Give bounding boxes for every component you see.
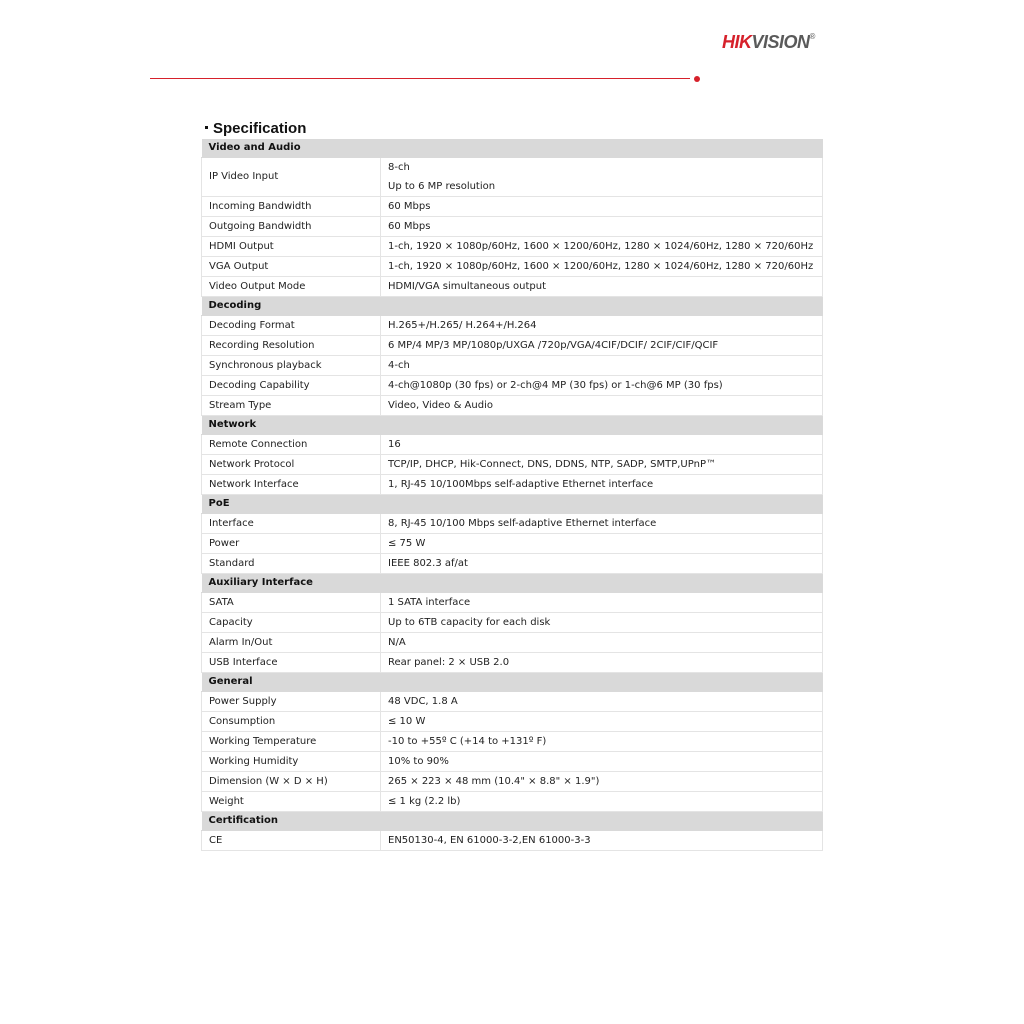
spec-value bbox=[381, 831, 823, 851]
spec-row bbox=[202, 593, 823, 613]
spec-row bbox=[202, 435, 823, 455]
hikvision-logo bbox=[722, 32, 815, 53]
spec-row bbox=[202, 455, 823, 475]
spec-value bbox=[381, 613, 823, 633]
section-header bbox=[202, 495, 823, 514]
spec-value bbox=[381, 712, 823, 732]
spec-row bbox=[202, 712, 823, 732]
spec-value bbox=[381, 336, 823, 356]
spec-value bbox=[381, 277, 823, 297]
spec-value bbox=[381, 792, 823, 812]
spec-value-line: Video, Video & Audio bbox=[388, 400, 493, 411]
spec-label: IP Video Input bbox=[202, 158, 381, 197]
spec-row bbox=[202, 831, 823, 851]
spec-label: Incoming Bandwidth bbox=[202, 197, 381, 217]
spec-value-line: 8, RJ-45 10/100 Mbps self-adaptive Ethernet interface bbox=[388, 518, 657, 529]
spec-value bbox=[381, 158, 823, 197]
spec-row bbox=[202, 237, 823, 257]
spec-row bbox=[202, 792, 823, 812]
spec-value-line: ≤ 10 W bbox=[388, 716, 426, 727]
section-title: Decoding bbox=[202, 297, 823, 316]
logo-hik-text: HIK bbox=[722, 32, 752, 52]
spec-value-line: 1-ch, 1920 × 1080p/60Hz, 1600 × 1200/60Hz, 1280 × 1024/60Hz, 1280 × 720/60Hz bbox=[388, 241, 814, 252]
spec-value bbox=[381, 692, 823, 712]
title-bullet-icon bbox=[205, 126, 208, 129]
spec-value-line: HDMI/VGA simultaneous output bbox=[388, 281, 546, 292]
spec-label: Power bbox=[202, 534, 381, 554]
spec-value bbox=[381, 257, 823, 277]
header-divider bbox=[150, 78, 690, 79]
spec-label: Dimension (W × D × H) bbox=[202, 772, 381, 792]
spec-row bbox=[202, 613, 823, 633]
spec-row bbox=[202, 316, 823, 336]
spec-value-line: 1 SATA interface bbox=[388, 597, 471, 608]
spec-value bbox=[381, 217, 823, 237]
spec-value-line: IEEE 802.3 af/at bbox=[388, 558, 468, 569]
spec-label: Interface bbox=[202, 514, 381, 534]
section-header bbox=[202, 297, 823, 316]
spec-row bbox=[202, 376, 823, 396]
spec-label: Capacity bbox=[202, 613, 381, 633]
spec-label: Decoding Capability bbox=[202, 376, 381, 396]
spec-row bbox=[202, 732, 823, 752]
section-title: Video and Audio bbox=[202, 139, 823, 158]
logo-registered-mark: ® bbox=[809, 32, 815, 41]
spec-value bbox=[381, 633, 823, 653]
spec-label: Outgoing Bandwidth bbox=[202, 217, 381, 237]
logo-vision-text: VISION bbox=[751, 32, 810, 52]
spec-value bbox=[381, 197, 823, 217]
spec-row bbox=[202, 514, 823, 534]
spec-label: Alarm In/Out bbox=[202, 633, 381, 653]
spec-label: Working Humidity bbox=[202, 752, 381, 772]
spec-label: Recording Resolution bbox=[202, 336, 381, 356]
spec-value-line: H.265+/H.265/ H.264+/H.264 bbox=[388, 320, 537, 331]
spec-value-line: 6 MP/4 MP/3 MP/1080p/UXGA /720p/VGA/4CIF/DCIF/ 2CIF/CIF/QCIF bbox=[388, 340, 719, 351]
spec-value bbox=[381, 356, 823, 376]
header-divider-dot bbox=[694, 76, 700, 82]
section-header bbox=[202, 416, 823, 435]
spec-value-line: 4-ch bbox=[388, 360, 410, 371]
spec-row bbox=[202, 217, 823, 237]
spec-value-line: Rear panel: 2 × USB 2.0 bbox=[388, 657, 510, 668]
spec-value-line: 8-ch bbox=[388, 162, 410, 173]
spec-value-line: 265 × 223 × 48 mm (10.4" × 8.8" × 1.9") bbox=[388, 776, 600, 787]
spec-label: CE bbox=[202, 831, 381, 851]
spec-label: HDMI Output bbox=[202, 237, 381, 257]
page-title-text: Specification bbox=[213, 120, 307, 137]
spec-value bbox=[381, 514, 823, 534]
spec-label: Stream Type bbox=[202, 396, 381, 416]
spec-value-line: 1, RJ-45 10/100Mbps self-adaptive Ethernet interface bbox=[388, 479, 654, 490]
spec-value-line: 1-ch, 1920 × 1080p/60Hz, 1600 × 1200/60Hz, 1280 × 1024/60Hz, 1280 × 720/60Hz bbox=[388, 261, 814, 272]
section-title: Certification bbox=[202, 812, 823, 831]
spec-value bbox=[381, 396, 823, 416]
spec-value bbox=[381, 653, 823, 673]
spec-row bbox=[202, 554, 823, 574]
spec-value bbox=[381, 534, 823, 554]
spec-row bbox=[202, 257, 823, 277]
section-title: Auxiliary Interface bbox=[202, 574, 823, 593]
spec-row bbox=[202, 356, 823, 376]
spec-value bbox=[381, 772, 823, 792]
spec-value-line: EN50130-4, EN 61000-3-2,EN 61000-3-3 bbox=[388, 835, 591, 846]
spec-value-line: ≤ 75 W bbox=[388, 538, 426, 549]
spec-value-line: 10% to 90% bbox=[388, 756, 449, 767]
section-title: General bbox=[202, 673, 823, 692]
spec-label: Decoding Format bbox=[202, 316, 381, 336]
page-title bbox=[205, 120, 306, 137]
spec-value bbox=[381, 237, 823, 257]
spec-value-line: 60 Mbps bbox=[388, 201, 431, 212]
spec-table bbox=[201, 139, 823, 851]
spec-value bbox=[381, 593, 823, 613]
spec-row bbox=[202, 158, 823, 197]
spec-value bbox=[381, 455, 823, 475]
spec-label: USB Interface bbox=[202, 653, 381, 673]
spec-label: Standard bbox=[202, 554, 381, 574]
spec-row bbox=[202, 692, 823, 712]
spec-row bbox=[202, 396, 823, 416]
spec-value-line: Up to 6TB capacity for each disk bbox=[388, 617, 551, 628]
section-title: PoE bbox=[202, 495, 823, 514]
section-title: Network bbox=[202, 416, 823, 435]
spec-label: Synchronous playback bbox=[202, 356, 381, 376]
spec-value-line: TCP/IP, DHCP, Hik-Connect, DNS, DDNS, NTP, SADP, SMTP,UPnP™ bbox=[388, 459, 716, 470]
spec-label: Remote Connection bbox=[202, 435, 381, 455]
spec-row bbox=[202, 197, 823, 217]
spec-row bbox=[202, 534, 823, 554]
spec-value bbox=[381, 475, 823, 495]
section-header bbox=[202, 574, 823, 593]
spec-value-line: 4-ch@1080p (30 fps) or 2-ch@4 MP (30 fps) or 1-ch@6 MP (30 fps) bbox=[388, 380, 723, 391]
spec-row bbox=[202, 752, 823, 772]
spec-row bbox=[202, 633, 823, 653]
spec-label: Weight bbox=[202, 792, 381, 812]
spec-row bbox=[202, 336, 823, 356]
spec-value-line: 48 VDC, 1.8 A bbox=[388, 696, 458, 707]
spec-value bbox=[381, 316, 823, 336]
spec-row bbox=[202, 653, 823, 673]
spec-label: Network Interface bbox=[202, 475, 381, 495]
spec-label: Power Supply bbox=[202, 692, 381, 712]
spec-value-line: 16 bbox=[388, 439, 401, 450]
spec-row bbox=[202, 475, 823, 495]
spec-table-body bbox=[202, 139, 823, 851]
spec-row bbox=[202, 277, 823, 297]
spec-value-line: N/A bbox=[388, 637, 406, 648]
spec-label: Video Output Mode bbox=[202, 277, 381, 297]
spec-value bbox=[381, 554, 823, 574]
spec-value-line: 60 Mbps bbox=[388, 221, 431, 232]
spec-label: Network Protocol bbox=[202, 455, 381, 475]
spec-value-line: Up to 6 MP resolution bbox=[388, 181, 496, 192]
spec-row bbox=[202, 772, 823, 792]
section-header bbox=[202, 673, 823, 692]
spec-value-line: -10 to +55º C (+14 to +131º F) bbox=[388, 736, 547, 747]
section-header bbox=[202, 139, 823, 158]
spec-label: SATA bbox=[202, 593, 381, 613]
spec-label: Consumption bbox=[202, 712, 381, 732]
spec-value bbox=[381, 376, 823, 396]
spec-value bbox=[381, 435, 823, 455]
section-header bbox=[202, 812, 823, 831]
spec-label: Working Temperature bbox=[202, 732, 381, 752]
spec-label: VGA Output bbox=[202, 257, 381, 277]
spec-value-line: ≤ 1 kg (2.2 lb) bbox=[388, 796, 461, 807]
spec-value bbox=[381, 732, 823, 752]
spec-value bbox=[381, 752, 823, 772]
